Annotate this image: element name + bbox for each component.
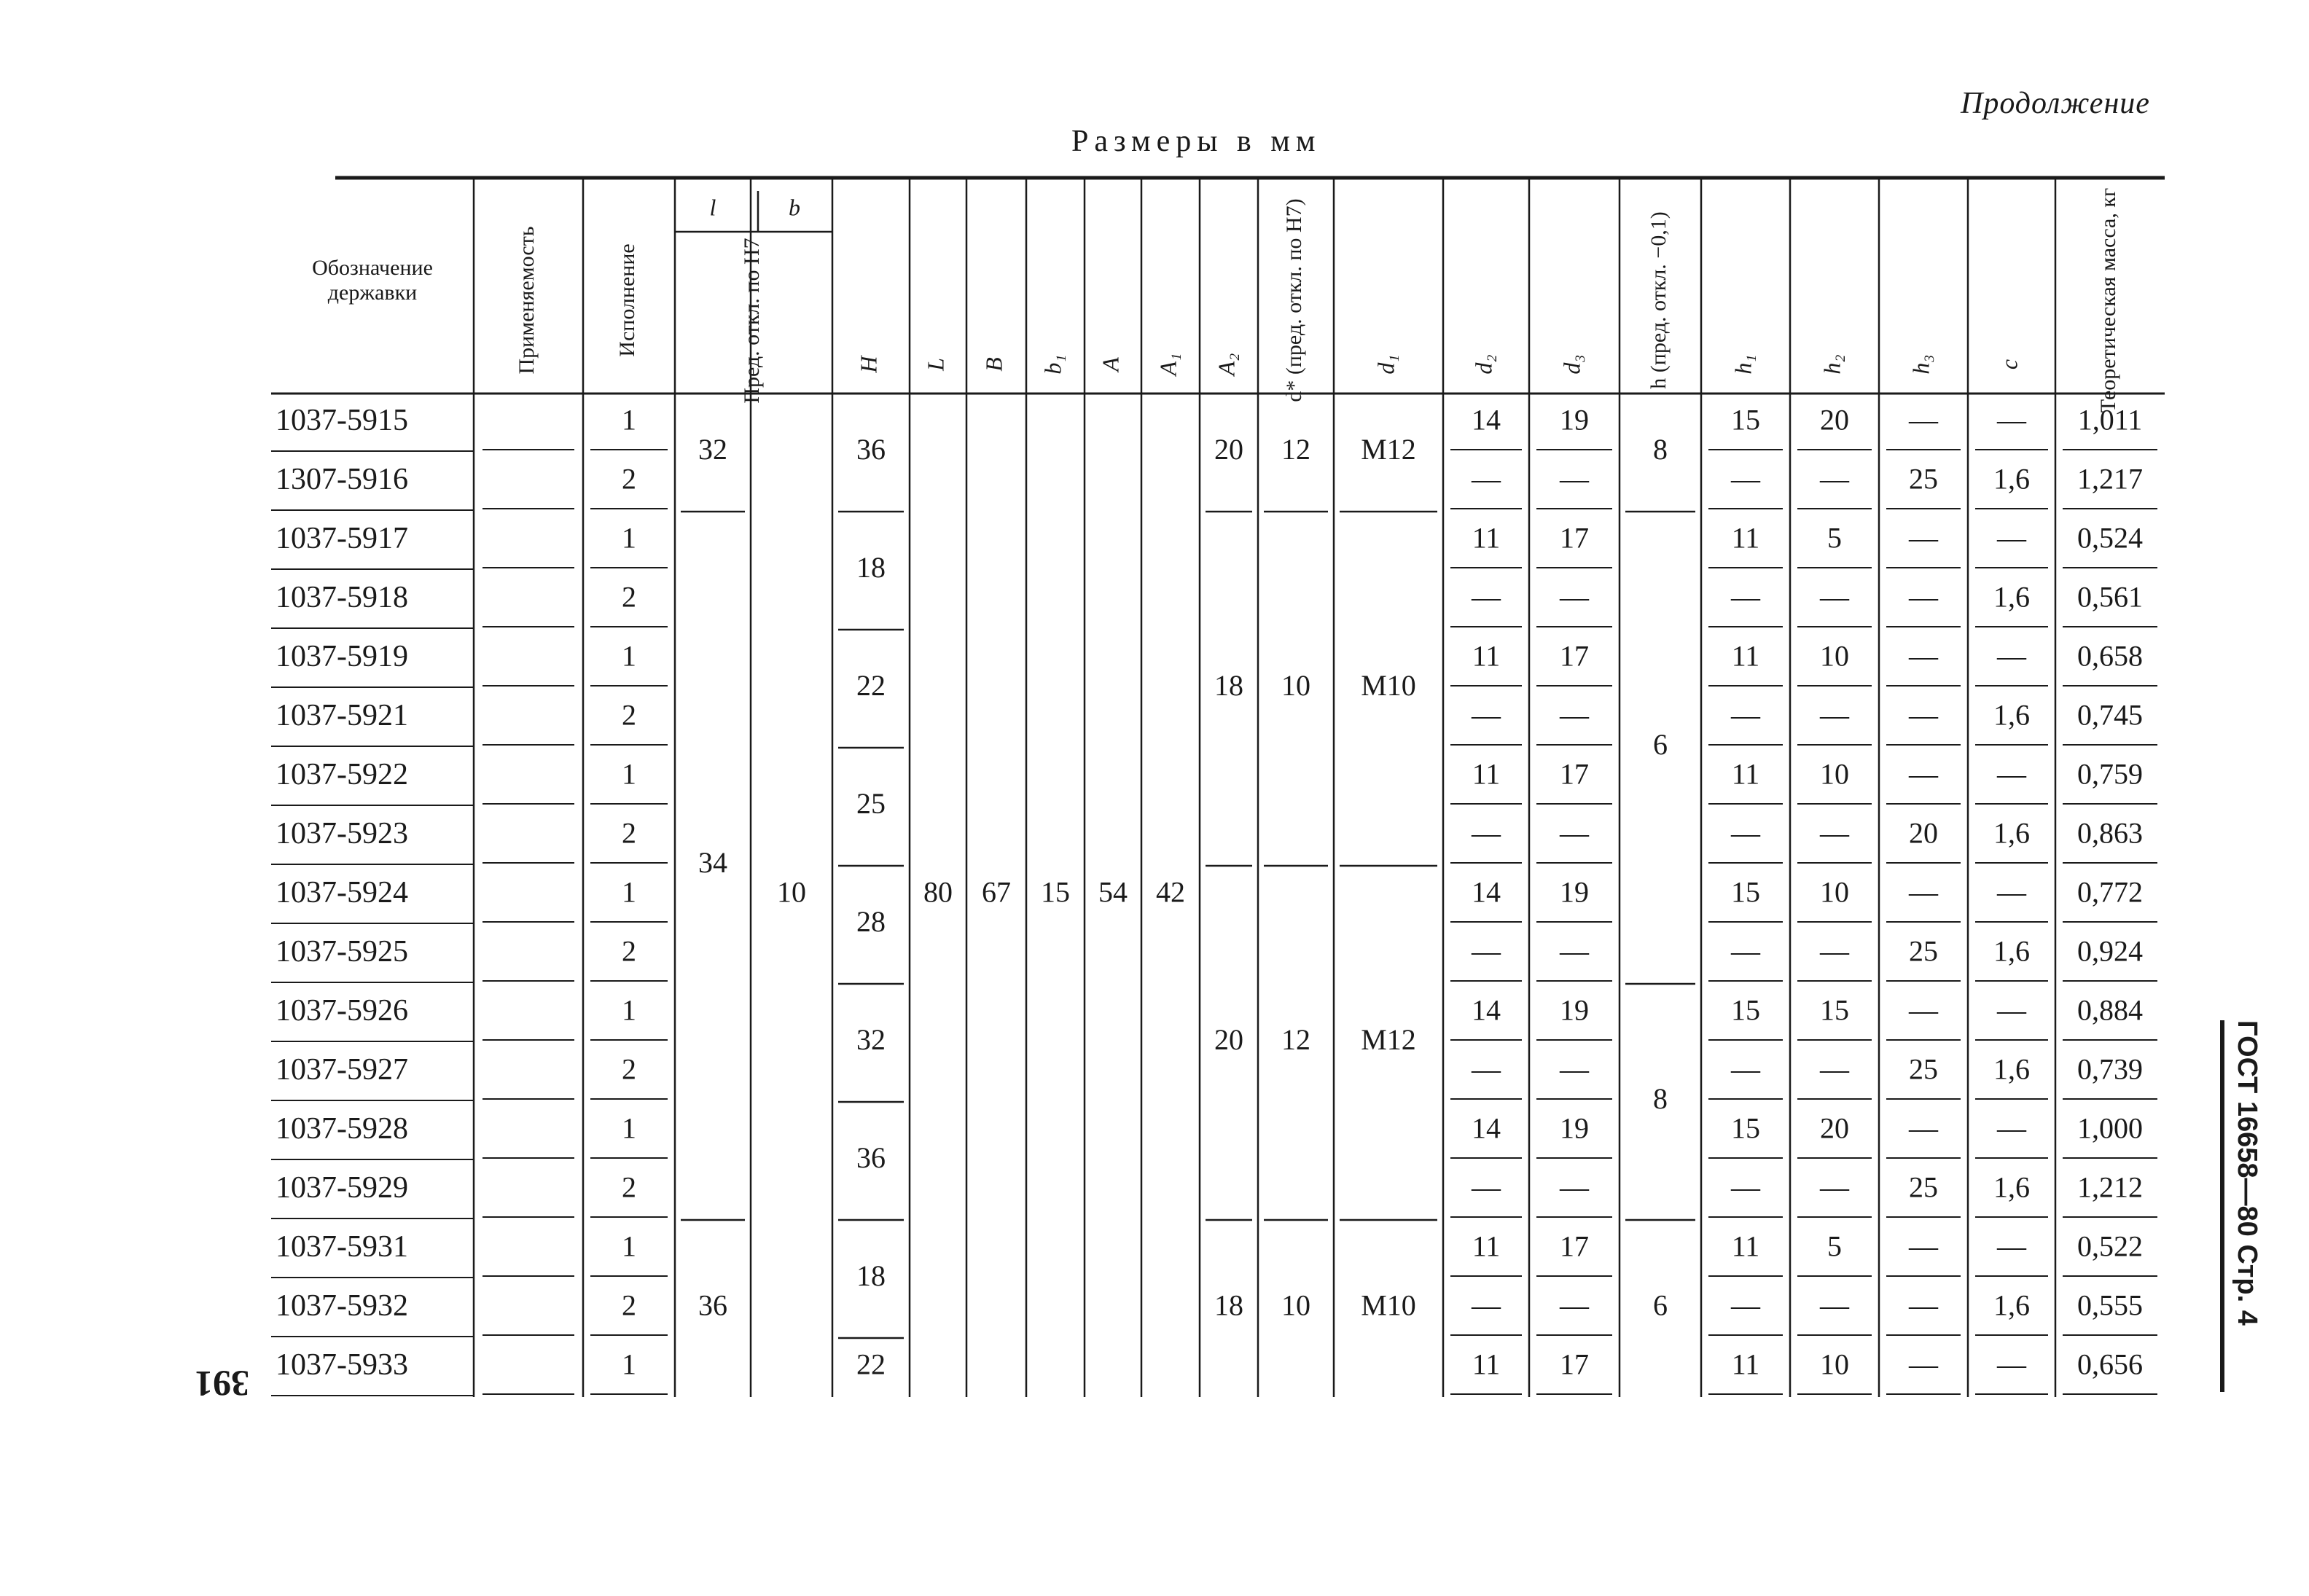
cell-d2: — <box>1472 698 1501 732</box>
header-B: B <box>980 357 1007 372</box>
cell-h1: — <box>1731 816 1760 850</box>
cell-h1: — <box>1731 462 1760 496</box>
cell-d2: 11 <box>1472 639 1501 673</box>
cell-c: — <box>1997 639 2026 673</box>
header-d: d* (пред. откл. по Н7) <box>1281 198 1306 402</box>
cell-isp: 1 <box>622 1229 636 1263</box>
cell-h1: 15 <box>1731 875 1760 909</box>
cell-d2: 11 <box>1472 757 1501 791</box>
cell-isp: 2 <box>622 1170 636 1204</box>
merged-cell-l: 36 <box>698 1288 727 1322</box>
cell-h2: — <box>1820 462 1849 496</box>
merged-cell-H: 36 <box>856 433 886 466</box>
cell-h2: 10 <box>1820 875 1849 909</box>
header-A1: A₁ <box>1154 353 1181 376</box>
merged-cell-b1: 15 <box>1041 875 1070 909</box>
cell-name: 1037-5922 <box>276 758 408 792</box>
cell-name: 1037-5919 <box>276 640 408 674</box>
header-lb-note: Пред. откл. по Н7 <box>739 238 764 404</box>
cell-h2: 20 <box>1820 403 1849 437</box>
cell-h3: — <box>1909 639 1938 673</box>
cell-mass: 0,772 <box>2077 875 2143 909</box>
merged-cell-A1: 42 <box>1156 875 1185 909</box>
cell-d3: 17 <box>1560 1347 1589 1381</box>
merged-cell-A2: 18 <box>1214 1288 1243 1322</box>
cell-c: 1,6 <box>1993 816 2030 850</box>
merged-cell-H: 32 <box>856 1023 886 1057</box>
cell-name: 1037-5921 <box>276 699 408 733</box>
cell-d2: 14 <box>1472 1111 1501 1145</box>
cell-c: 1,6 <box>1993 1052 2030 1086</box>
merged-cell-d1: M12 <box>1361 433 1416 466</box>
cell-d3: — <box>1560 1288 1589 1322</box>
cell-name: 1037-5929 <box>276 1171 408 1205</box>
cell-name: 1037-5923 <box>276 817 408 851</box>
cell-d3: 17 <box>1560 521 1589 555</box>
cell-h3: 20 <box>1909 816 1938 850</box>
cell-mass: 0,555 <box>2077 1288 2143 1322</box>
cell-d3: — <box>1560 1052 1589 1086</box>
cell-d2: 14 <box>1472 875 1501 909</box>
cell-d3: — <box>1560 462 1589 496</box>
cell-h1: 11 <box>1731 1229 1760 1263</box>
cell-d3: — <box>1560 580 1589 614</box>
merged-cell-d1: M10 <box>1361 669 1416 703</box>
header-b1: b₁ <box>1039 354 1066 375</box>
cell-h1: — <box>1731 698 1760 732</box>
header-A2: A₂ <box>1213 353 1240 376</box>
page-number <box>191 1363 249 1421</box>
page-number-text: 391 <box>195 1364 249 1404</box>
merged-cell-l: 32 <box>698 433 727 466</box>
header-A: A <box>1097 357 1124 372</box>
cell-isp: 1 <box>622 1347 636 1381</box>
cell-isp: 2 <box>622 1052 636 1086</box>
merged-cell-H: 18 <box>856 1259 886 1293</box>
cell-mass: 0,658 <box>2077 639 2143 673</box>
header-c: c <box>1996 359 2023 370</box>
cell-d3: — <box>1560 934 1589 968</box>
header-name-2: державки <box>327 280 418 305</box>
cell-d3: 19 <box>1560 875 1589 909</box>
cell-d2: — <box>1472 934 1501 968</box>
merged-cell-l: 34 <box>698 846 727 880</box>
cell-mass: 0,759 <box>2077 757 2143 791</box>
cell-mass: 0,863 <box>2077 816 2143 850</box>
merged-cell-B: 67 <box>982 875 1011 909</box>
cell-d3: 17 <box>1560 757 1589 791</box>
cell-h2: 5 <box>1827 1229 1842 1263</box>
cell-name: 1037-5932 <box>276 1289 408 1323</box>
cell-isp: 2 <box>622 1288 636 1322</box>
cell-isp: 2 <box>622 580 636 614</box>
merged-cell-A2: 18 <box>1214 669 1243 703</box>
cell-c: 1,6 <box>1993 1288 2030 1322</box>
merged-cell-h: 6 <box>1653 728 1668 762</box>
header-d3: d₃ <box>1558 354 1585 375</box>
cell-name: 1037-5924 <box>276 876 408 910</box>
cell-isp: 1 <box>622 875 636 909</box>
merged-cell-d1: M12 <box>1361 1023 1416 1057</box>
cell-isp: 2 <box>622 816 636 850</box>
cell-h3: — <box>1909 1288 1938 1322</box>
header-h2: h₂ <box>1818 354 1845 375</box>
cell-h1: 15 <box>1731 403 1760 437</box>
cell-mass: 0,745 <box>2077 698 2143 732</box>
cell-h2: — <box>1820 1052 1849 1086</box>
cell-d2: — <box>1472 1288 1501 1322</box>
merged-cell-L: 80 <box>923 875 953 909</box>
cell-d3: — <box>1560 698 1589 732</box>
merged-cell-h: 8 <box>1653 433 1668 466</box>
merged-cell-d: 12 <box>1281 1023 1310 1057</box>
cell-h1: 15 <box>1731 1111 1760 1145</box>
gost-side-label <box>2216 1020 2262 1399</box>
cell-d2: 14 <box>1472 403 1501 437</box>
cell-c: 1,6 <box>1993 698 2030 732</box>
cell-isp: 1 <box>622 639 636 673</box>
merged-cell-d: 10 <box>1281 669 1310 703</box>
cell-c: 1,6 <box>1993 462 2030 496</box>
cell-c: 1,6 <box>1993 580 2030 614</box>
cell-c: — <box>1997 1347 2026 1381</box>
cell-isp: 1 <box>622 1111 636 1145</box>
cell-d2: 11 <box>1472 1229 1501 1263</box>
cell-h3: 25 <box>1909 1052 1938 1086</box>
cell-h1: 11 <box>1731 639 1760 673</box>
units-caption: Размеры в мм <box>1071 125 1321 158</box>
cell-mass: 0,522 <box>2077 1229 2143 1263</box>
cell-d2: — <box>1472 462 1501 496</box>
cell-h2: — <box>1820 698 1849 732</box>
cell-mass: 0,524 <box>2077 521 2143 555</box>
cell-isp: 2 <box>622 698 636 732</box>
cell-h3: 25 <box>1909 934 1938 968</box>
cell-name: 1037-5926 <box>276 994 408 1028</box>
cell-h2: 5 <box>1827 521 1842 555</box>
cell-mass: 1,011 <box>2077 403 2143 437</box>
header-l: l <box>709 194 716 221</box>
cell-c: — <box>1997 1229 2026 1263</box>
cell-mass: 0,739 <box>2077 1052 2143 1086</box>
cell-isp: 1 <box>622 757 636 791</box>
cell-d3: 19 <box>1560 1111 1589 1145</box>
cell-isp: 2 <box>622 462 636 496</box>
cell-c: 1,6 <box>1993 934 2030 968</box>
side-rule <box>2220 1020 2224 1392</box>
header-b: b <box>789 194 800 221</box>
cell-h2: 10 <box>1820 1347 1849 1381</box>
cell-h3: — <box>1909 521 1938 555</box>
cell-c: — <box>1997 1111 2026 1145</box>
cell-h2: — <box>1820 1170 1849 1204</box>
gost-side-text: ГОСТ 16658—80 Стр. 4 <box>2232 1020 2262 1326</box>
cell-d3: — <box>1560 1170 1589 1204</box>
merged-cell-d: 10 <box>1281 1288 1310 1322</box>
cell-h3: — <box>1909 580 1938 614</box>
merged-cell-H: 36 <box>856 1141 886 1175</box>
merged-cell-H: 22 <box>856 1347 886 1381</box>
cell-h3: — <box>1909 993 1938 1027</box>
merged-cell-h: 6 <box>1653 1288 1668 1322</box>
header-isp: Исполнение <box>614 243 639 357</box>
cell-mass: 0,924 <box>2077 934 2143 968</box>
cell-h2: — <box>1820 580 1849 614</box>
cell-d2: — <box>1472 1170 1501 1204</box>
cell-h3: 25 <box>1909 462 1938 496</box>
cell-h3: — <box>1909 1229 1938 1263</box>
header-H: H <box>855 356 882 373</box>
cell-c: — <box>1997 521 2026 555</box>
cell-h3: — <box>1909 875 1938 909</box>
cell-d2: 14 <box>1472 993 1501 1027</box>
header-L: L <box>922 358 949 371</box>
merged-cell-A2: 20 <box>1214 1023 1243 1057</box>
header-mass: Теоретическая масса, кг <box>2095 187 2120 413</box>
cell-h1: 15 <box>1731 993 1760 1027</box>
merged-cell-A: 54 <box>1098 875 1128 909</box>
merged-cell-b: 10 <box>777 875 806 909</box>
cell-name: 1037-5931 <box>276 1230 408 1264</box>
header-h1: h₁ <box>1730 354 1757 375</box>
cell-d2: — <box>1472 580 1501 614</box>
merged-cell-H: 28 <box>856 905 886 939</box>
cell-name: 1037-5928 <box>276 1112 408 1146</box>
header-name: Обозначение <box>312 255 433 280</box>
cell-h2: — <box>1820 1288 1849 1322</box>
cell-h1: — <box>1731 1170 1760 1204</box>
cell-mass: 1,212 <box>2077 1170 2143 1204</box>
cell-name: 1307-5916 <box>276 463 408 497</box>
cell-h3: 25 <box>1909 1170 1938 1204</box>
cell-h2: 10 <box>1820 639 1849 673</box>
cell-d3: 17 <box>1560 1229 1589 1263</box>
cell-name: 1037-5933 <box>276 1348 408 1382</box>
continued-label: Продолжение <box>1961 87 2150 120</box>
cell-d2: — <box>1472 816 1501 850</box>
cell-c: — <box>1997 875 2026 909</box>
cell-isp: 1 <box>622 403 636 437</box>
cell-name: 1037-5917 <box>276 522 408 556</box>
cell-c: — <box>1997 403 2026 437</box>
cell-h2: — <box>1820 934 1849 968</box>
cell-h3: — <box>1909 403 1938 437</box>
cell-mass: 1,000 <box>2077 1111 2143 1145</box>
cell-d3: 19 <box>1560 993 1589 1027</box>
merged-cell-H: 25 <box>856 787 886 821</box>
cell-name: 1037-5925 <box>276 935 408 969</box>
cell-isp: 2 <box>622 934 636 968</box>
header-h3: h₃ <box>1907 354 1934 375</box>
merged-cell-A2: 20 <box>1214 433 1243 466</box>
merged-cell-h: 8 <box>1653 1082 1668 1116</box>
cell-name: 1037-5918 <box>276 581 408 615</box>
cell-d3: 19 <box>1560 403 1589 437</box>
cell-h2: 10 <box>1820 757 1849 791</box>
cell-h2: — <box>1820 816 1849 850</box>
cell-h3: — <box>1909 757 1938 791</box>
cell-h2: 20 <box>1820 1111 1849 1145</box>
cell-h1: — <box>1731 1288 1760 1322</box>
cell-h2: 15 <box>1820 993 1849 1027</box>
cell-h3: — <box>1909 1111 1938 1145</box>
cell-h1: — <box>1731 934 1760 968</box>
cell-isp: 1 <box>622 993 636 1027</box>
cell-c: — <box>1997 757 2026 791</box>
header-h: h (пред. откл. −0,1) <box>1646 211 1671 389</box>
header-d2: d₂ <box>1470 354 1497 375</box>
cell-h3: — <box>1909 698 1938 732</box>
merged-cell-H: 22 <box>856 669 886 703</box>
cell-d2: — <box>1472 1052 1501 1086</box>
cell-d3: 17 <box>1560 639 1589 673</box>
cell-h1: 11 <box>1731 757 1760 791</box>
cell-mass: 0,561 <box>2077 580 2143 614</box>
cell-mass: 0,656 <box>2077 1347 2143 1381</box>
cell-h1: — <box>1731 1052 1760 1086</box>
header-d1: d₁ <box>1372 354 1399 375</box>
cell-name: 1037-5927 <box>276 1053 408 1087</box>
cell-h1: 11 <box>1731 521 1760 555</box>
cell-d2: 11 <box>1472 1347 1501 1381</box>
cell-d3: — <box>1560 816 1589 850</box>
cell-mass: 0,884 <box>2077 993 2143 1027</box>
merged-cell-H: 18 <box>856 551 886 584</box>
cell-h3: — <box>1909 1347 1938 1381</box>
cell-c: 1,6 <box>1993 1170 2030 1204</box>
header-use: Применяемость <box>514 226 539 375</box>
cell-h1: — <box>1731 580 1760 614</box>
cell-mass: 1,217 <box>2077 462 2143 496</box>
cell-name: 1037-5915 <box>276 404 408 438</box>
cell-h1: 11 <box>1731 1347 1760 1381</box>
cell-d2: 11 <box>1472 521 1501 555</box>
cell-isp: 1 <box>622 521 636 555</box>
merged-cell-d1: M10 <box>1361 1288 1416 1322</box>
cell-c: — <box>1997 993 2026 1027</box>
merged-cell-d: 12 <box>1281 433 1310 466</box>
